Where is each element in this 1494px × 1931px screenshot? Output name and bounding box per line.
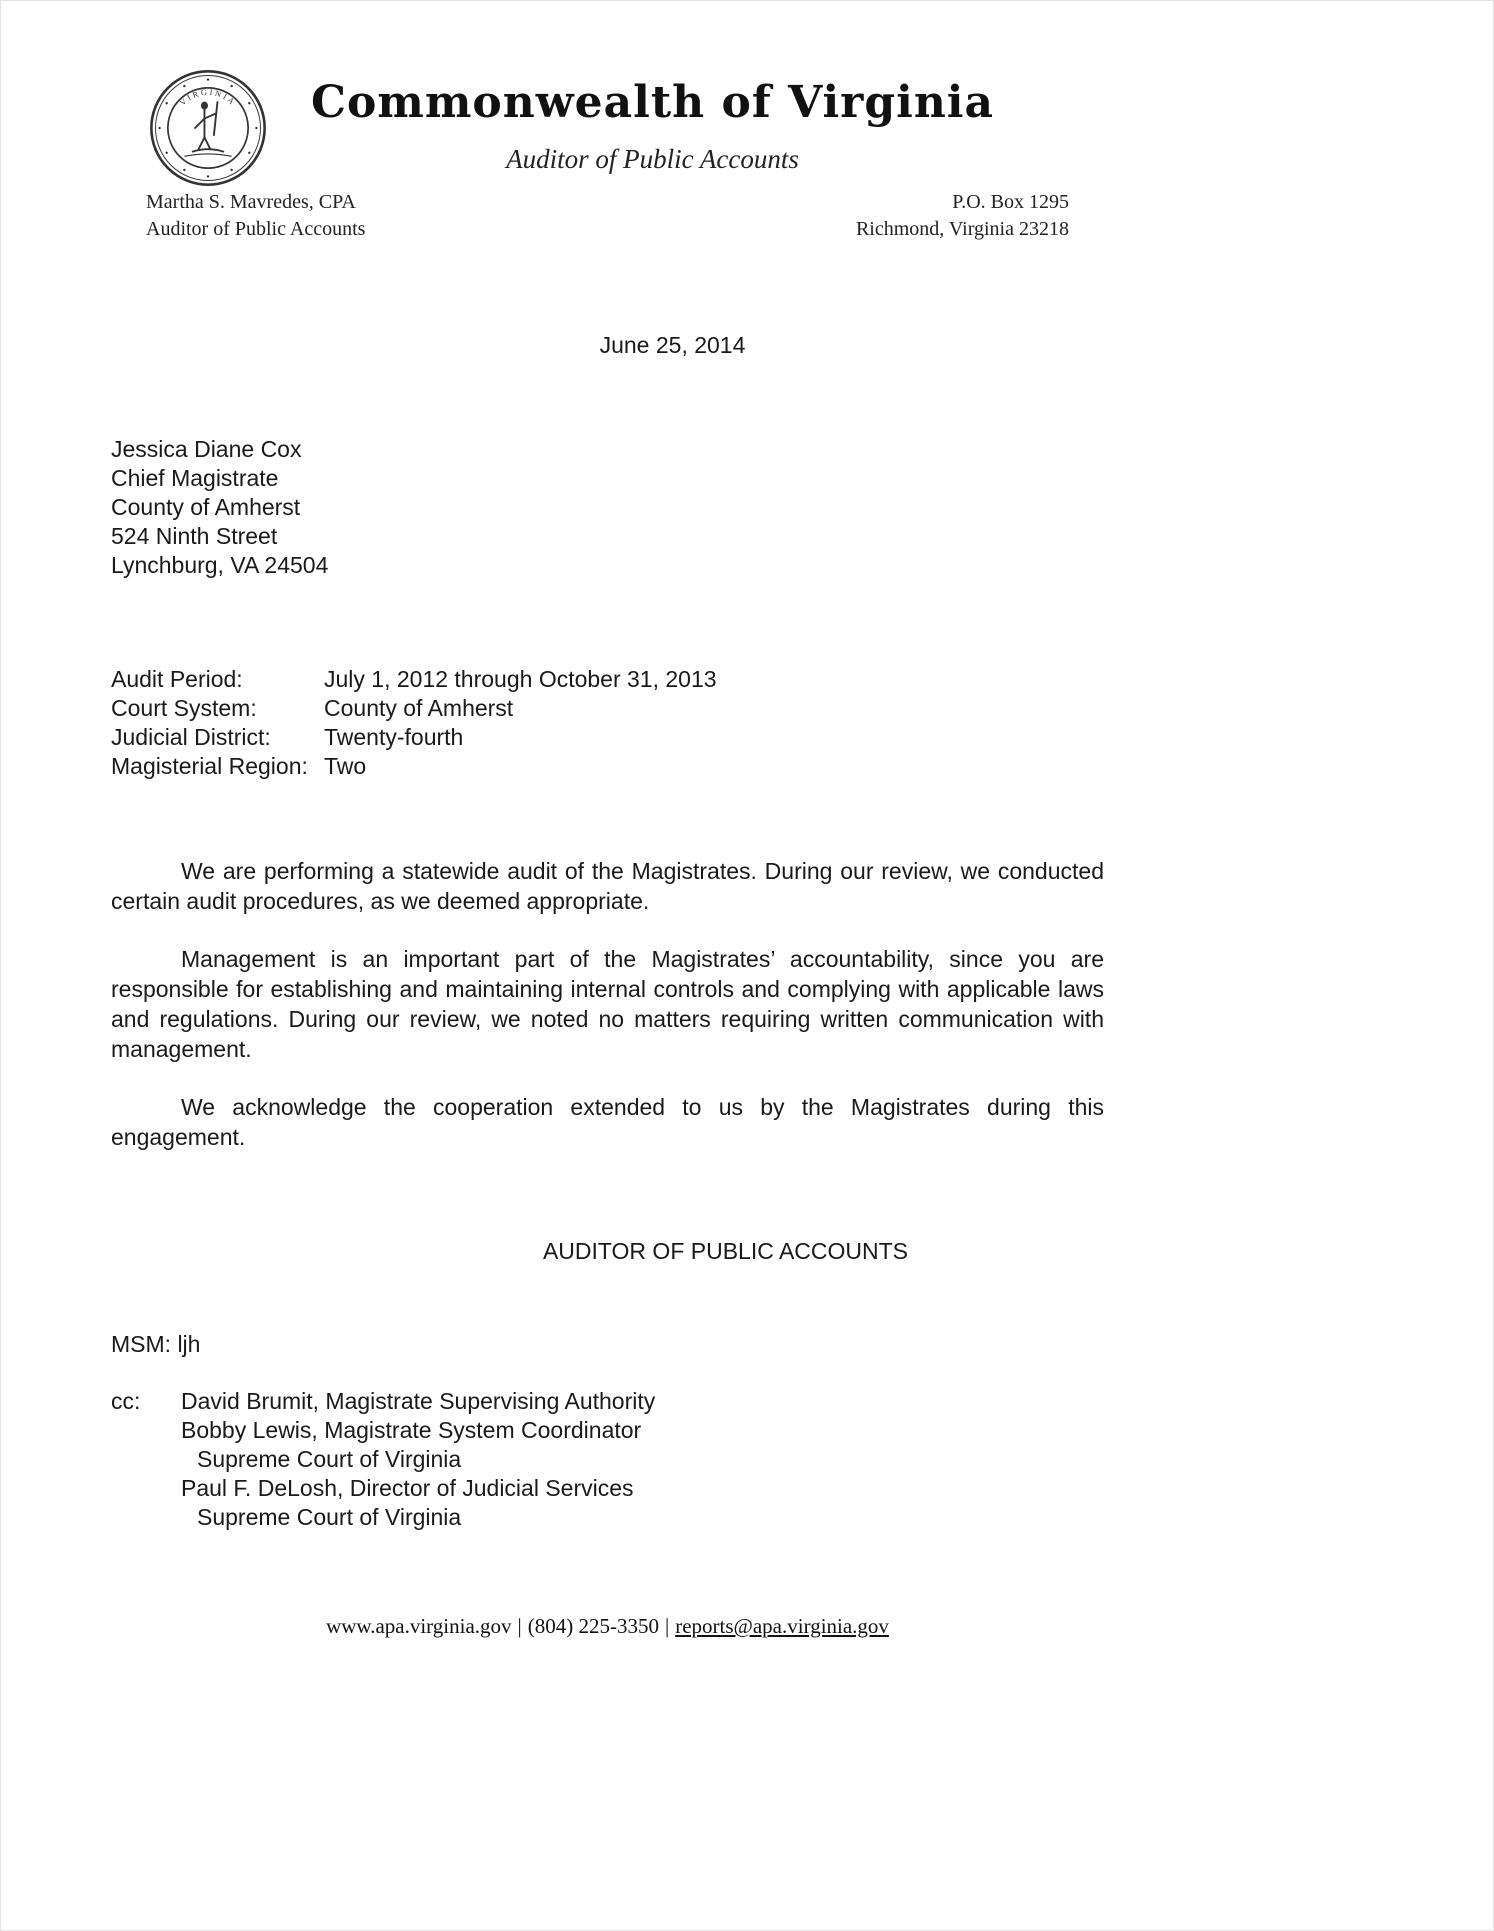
cc-line: David Brumit, Magistrate Supervising Authority — [181, 1388, 656, 1414]
paragraph-2: Management is an important part of the Magistrates’ accountability, since you are responsible for establishing and maintaining internal controls and complying with applicable laws and regulations. During our review, we noted no matters requiring written communication with management. — [111, 946, 1104, 1062]
recipient-city: Lynchburg, VA 24504 — [111, 552, 329, 578]
recipient-block — [111, 435, 1104, 580]
footer-separator: | — [664, 1614, 670, 1638]
audit-row-judicial-district — [111, 723, 1104, 752]
letterhead-department: Auditor of Public Accounts — [506, 144, 799, 174]
audit-row-period — [111, 665, 1104, 694]
po-box: P.O. Box 1295 — [952, 191, 1069, 213]
audit-row-magisterial-region — [111, 752, 1104, 781]
audit-info-block — [111, 665, 1104, 781]
cc-line: Paul F. DeLosh, Director of Judicial Services — [181, 1475, 634, 1501]
court-system-label: Court System: — [111, 695, 257, 721]
cc-block — [111, 1387, 1104, 1532]
recipient-name: Jessica Diane Cox — [111, 436, 302, 462]
cc-list — [181, 1387, 655, 1532]
letter-date: June 25, 2014 — [599, 332, 746, 358]
letterhead-address — [856, 189, 1069, 243]
reference-initials: MSM: ljh — [111, 1331, 201, 1357]
recipient-org: County of Amherst — [111, 494, 301, 520]
city-state-zip: Richmond, Virginia 23218 — [855, 218, 1069, 240]
magisterial-region-label: Magisterial Region: — [111, 753, 308, 779]
recipient-title: Chief Magistrate — [111, 465, 279, 491]
letter-footer — [111, 1614, 1104, 1639]
paragraph-1: We are performing a statewide audit of the Magistrates. During our review, we conducted certain audit procedures, as we deemed appropriate. — [111, 858, 1104, 914]
letterhead-contact-row — [111, 189, 1104, 243]
footer-website: www.apa.virginia.gov — [326, 1614, 512, 1638]
court-system-value: County of Amherst — [324, 695, 514, 721]
signature-organization: AUDITOR OF PUBLIC ACCOUNTS — [542, 1238, 909, 1264]
cc-line: Supreme Court of Virginia — [197, 1446, 462, 1472]
cc-line: Supreme Court of Virginia — [197, 1504, 462, 1530]
audit-period-value: July 1, 2012 through October 31, 2013 — [324, 666, 717, 692]
footer-email-link[interactable]: reports@apa.virginia.gov — [675, 1614, 889, 1638]
cc-label: cc: — [111, 1388, 141, 1414]
letterhead — [111, 59, 1104, 244]
paragraph-3: We acknowledge the cooperation extended to us by the Magistrates during this engagement. — [111, 1094, 1104, 1150]
virginia-seal-icon — [149, 67, 267, 189]
recipient-street: 524 Ninth Street — [111, 523, 278, 549]
judicial-district-label: Judicial District: — [111, 724, 271, 750]
audit-row-court-system — [111, 694, 1104, 723]
magisterial-region-value: Two — [324, 753, 367, 779]
footer-phone: (804) 225-3350 — [527, 1614, 659, 1638]
svg-text:VIRGINIA: VIRGINIA — [178, 87, 238, 108]
letterhead-official — [146, 189, 365, 243]
judicial-district-value: Twenty-fourth — [324, 724, 464, 750]
footer-separator: | — [517, 1614, 522, 1638]
official-title: Auditor of Public Accounts — [146, 218, 366, 240]
letterhead-organization: Commonwealth of Virginia — [310, 77, 995, 128]
audit-period-label: Audit Period: — [111, 666, 243, 692]
cc-line: Bobby Lewis, Magistrate System Coordinator — [181, 1417, 642, 1443]
official-name: Martha S. Mavredes, CPA — [146, 191, 356, 213]
letter-body — [111, 856, 1104, 1152]
